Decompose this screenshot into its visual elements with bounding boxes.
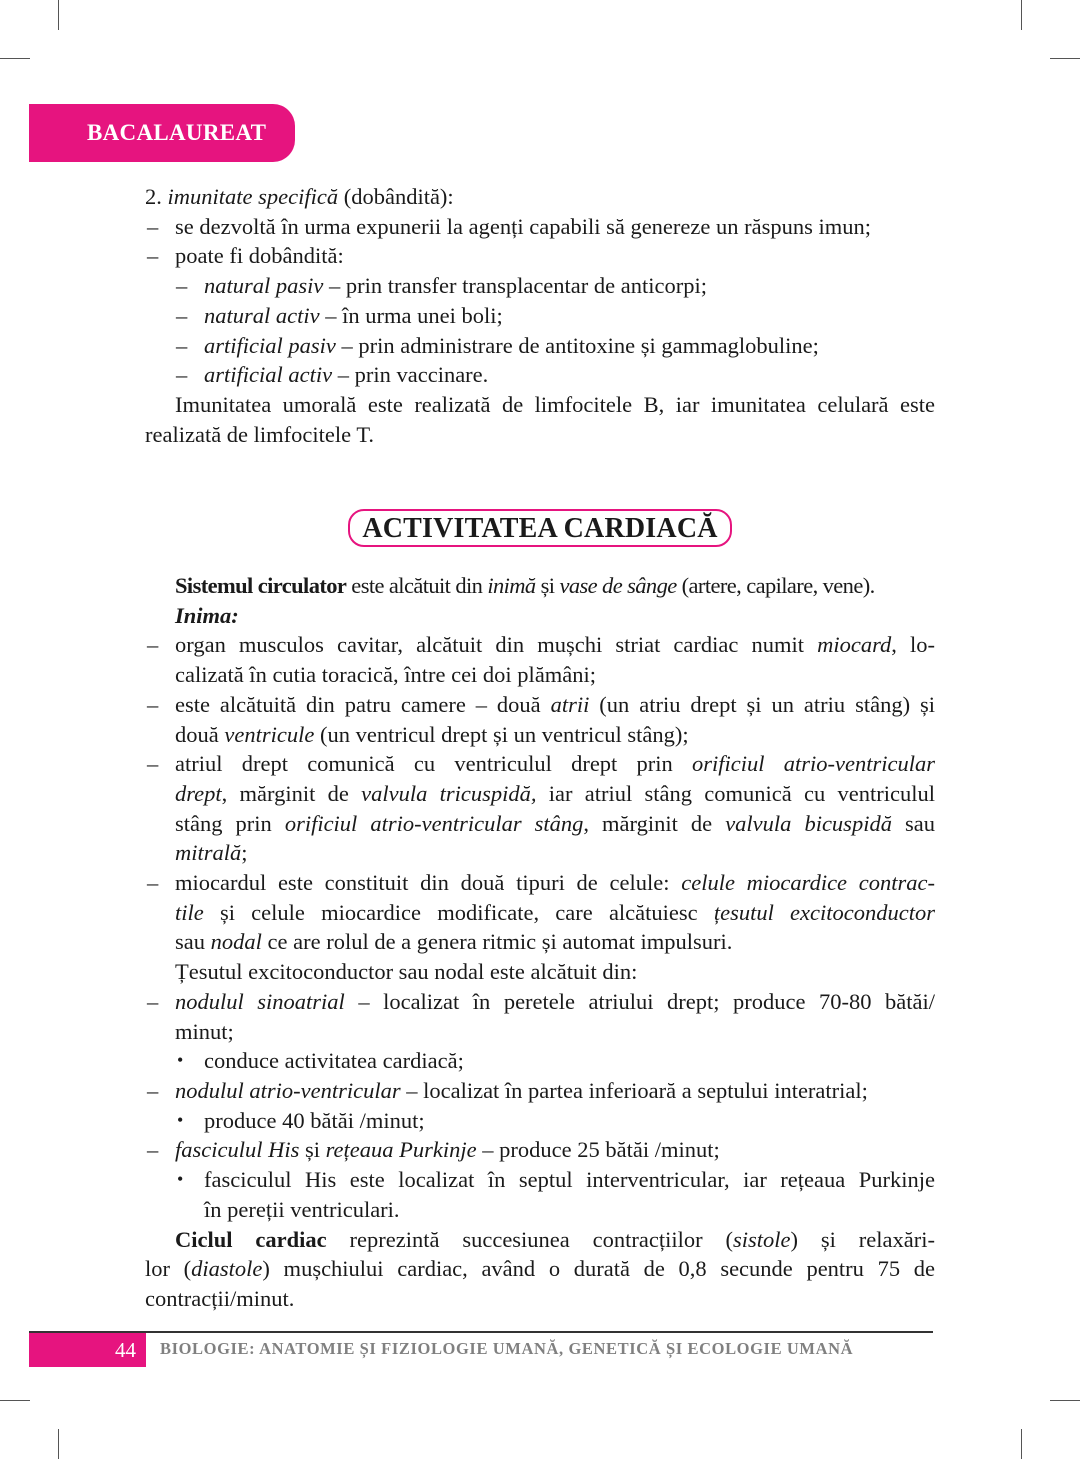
- text: (artere, capilare, vene).: [676, 573, 875, 599]
- text: minut;: [175, 1018, 234, 1044]
- text: este alcătuită din patru camere – două: [175, 691, 551, 717]
- paragraph-line: [145, 390, 935, 420]
- crop-mark: [1050, 1400, 1080, 1401]
- dash-marker: –: [147, 870, 159, 896]
- book-title: BIOLOGIE: ANATOMIE ȘI FIZIOLOGIE UMANĂ, GENETICĂ ȘI ECOLOGIE UMANĂ: [160, 1339, 854, 1358]
- bullet-marker: •: [177, 1109, 184, 1130]
- term: atrii: [550, 691, 590, 717]
- term: imunitate specifică: [167, 184, 339, 209]
- list-item-cont: [145, 720, 935, 750]
- list-item-cont: [145, 1017, 935, 1047]
- list-item: [145, 1076, 935, 1106]
- term: ventricule: [224, 721, 315, 747]
- paragraph-line: [145, 571, 935, 601]
- term: artificial pasiv: [204, 332, 336, 358]
- text: este alcătuit din: [346, 573, 488, 599]
- text: în pereții ventriculari.: [204, 1196, 400, 1222]
- page-number-box: [29, 1333, 146, 1367]
- list-item-cont: [145, 927, 935, 957]
- text: organ musculos cavitar, alcătuit din mușchi striat cardiac numit: [175, 632, 818, 658]
- text: – localizat în partea inferioară a septului interatrial;: [400, 1077, 868, 1103]
- text: stâng prin: [175, 810, 285, 836]
- text: ) mușchiului cardiac, având o durată de 0,8 secunde pentru 75 de: [262, 1256, 935, 1282]
- chapter-header-label: BACALAUREAT: [87, 120, 267, 145]
- bullet-item: [145, 1165, 935, 1195]
- text: produce 40 bătăi /minut;: [204, 1107, 425, 1133]
- text: poate fi dobândită:: [175, 243, 344, 269]
- section-title: ACTIVITATEA CARDIACĂ: [348, 509, 731, 547]
- crop-mark: [1050, 58, 1080, 59]
- text: fasciculul His este localizat în septul interventricular, iar rețeaua Purkinje: [204, 1167, 935, 1193]
- term: artificial activ: [204, 362, 333, 388]
- text: ;: [241, 840, 248, 866]
- text: – în urma unei boli;: [319, 302, 503, 328]
- text: – prin administrare de antitoxine și gammaglobuline;: [335, 332, 819, 358]
- dash-marker: –: [147, 1077, 159, 1103]
- paragraph-line: [145, 1225, 935, 1255]
- bullet-item: [145, 1106, 935, 1136]
- page-number: 44: [115, 1337, 136, 1362]
- text: contracții/minut.: [145, 1285, 295, 1311]
- item-number: 2.: [145, 184, 162, 209]
- sub-list-item: [145, 301, 935, 331]
- list-item-cont: [145, 838, 935, 868]
- text: conduce activitatea cardiacă;: [204, 1048, 464, 1074]
- heart-heading: Inima:: [175, 602, 239, 628]
- term: tile: [175, 899, 204, 925]
- dash-marker: –: [147, 751, 159, 777]
- text: (un ventricul drept și un ventricul stâng);: [314, 721, 689, 747]
- term: miocard: [817, 632, 892, 658]
- text: sau: [175, 929, 211, 955]
- text: se dezvoltă în urma expunerii la agenți capabili să genereze un răspuns imun;: [175, 213, 871, 239]
- term: natural pasiv: [204, 273, 324, 299]
- dash-marker: –: [176, 302, 188, 328]
- text: sau: [891, 810, 935, 836]
- text: ) și relaxări-: [790, 1226, 935, 1252]
- term: orificiul atrio-ventricular: [692, 751, 935, 777]
- list-item: [145, 630, 935, 660]
- term: inimă: [487, 573, 536, 599]
- term: diastole: [191, 1256, 263, 1282]
- term: valvula tricuspidă,: [361, 780, 537, 806]
- term: celule miocardice contrac-: [681, 870, 935, 896]
- term: drept: [175, 780, 222, 806]
- sub-list-item: [145, 271, 935, 301]
- term: fasciculul His: [175, 1137, 300, 1163]
- dash-marker: –: [147, 1137, 159, 1163]
- term: nodulul sinoatrial: [175, 988, 345, 1014]
- bold-term: Sistemul circulator: [175, 573, 347, 599]
- list-item: [145, 749, 935, 779]
- text: reprezintă succesiunea contracțiilor (: [326, 1226, 734, 1252]
- text: atriul drept comunică cu ventriculul drept prin: [175, 751, 693, 777]
- term: țesutul excitoconductor: [713, 899, 935, 925]
- term: natural activ: [204, 302, 320, 328]
- list-item-cont: [145, 779, 935, 809]
- list-item-cont: [145, 898, 935, 928]
- text: ce are rolul de a genera ritmic și automat impulsuri.: [261, 929, 733, 955]
- list-item: [145, 690, 935, 720]
- bullet-marker: •: [177, 1169, 184, 1190]
- text: și: [299, 1137, 326, 1163]
- text: lor (: [145, 1256, 192, 1282]
- term: mitrală: [175, 840, 242, 866]
- list-item-cont: [145, 660, 935, 690]
- paragraph-line: [145, 957, 935, 987]
- text: – localizat în peretele atriului drept; produce 70-80 bătăi/: [344, 988, 935, 1014]
- sub-list-item: [145, 360, 935, 390]
- crop-mark: [58, 1429, 59, 1459]
- term: rețeaua Purkinje: [325, 1137, 477, 1163]
- text: (dobândită):: [338, 184, 454, 209]
- dash-marker: –: [147, 243, 159, 269]
- text: miocardul este constituit din două tipuri de celule:: [175, 870, 682, 896]
- footer-rule: [29, 1331, 933, 1333]
- list-item: [145, 1135, 935, 1165]
- list-item-cont: [145, 809, 935, 839]
- term: nodulul atrio-ventricular: [175, 1077, 401, 1103]
- bullet-item-cont: [145, 1195, 935, 1225]
- text: – prin vaccinare.: [332, 362, 489, 388]
- crop-mark: [1021, 0, 1022, 30]
- text: și celule miocardice modificate, care alcătuiesc: [203, 899, 714, 925]
- sub-list-item: [145, 331, 935, 361]
- list-item: [145, 868, 935, 898]
- paragraph-line: [145, 1254, 935, 1284]
- crop-mark: [58, 0, 59, 30]
- text: și: [535, 573, 560, 599]
- text: realizată de limfocitele T.: [145, 421, 375, 447]
- term: sistole: [733, 1226, 791, 1252]
- bullet-item: [145, 1046, 935, 1076]
- list-item: [145, 182, 935, 212]
- bold-term: Ciclul cardiac: [175, 1226, 327, 1252]
- text: calizată în cutia toracică, între cei doi plămâni;: [175, 662, 597, 688]
- subheading: [145, 601, 935, 631]
- chapter-header-tab: [29, 104, 295, 162]
- dash-marker: –: [147, 988, 159, 1014]
- crop-mark: [0, 1400, 30, 1401]
- text: , mărginit de: [583, 810, 726, 836]
- list-item: [145, 212, 935, 242]
- dash-marker: –: [176, 273, 188, 299]
- text: două: [175, 721, 225, 747]
- dash-marker: –: [176, 332, 188, 358]
- paragraph-line: [145, 420, 935, 450]
- dash-marker: –: [176, 362, 188, 388]
- text: – produce 25 bătăi /minut;: [476, 1137, 720, 1163]
- term: valvula bicuspidă: [725, 810, 892, 836]
- page-body: [145, 182, 935, 1314]
- list-item: [145, 241, 935, 271]
- text: , mărginit de: [221, 780, 362, 806]
- dash-marker: –: [147, 213, 159, 239]
- text: – prin transfer transplacentar de anticorpi;: [323, 273, 707, 299]
- dash-marker: –: [147, 632, 159, 658]
- text: Imunitatea umorală este realizată de limfocitele B, iar imunitatea celulară este: [175, 391, 935, 417]
- text: (un atriu drept și un atriu stâng) și: [589, 691, 935, 717]
- crop-mark: [0, 58, 30, 59]
- text: iar atriul stâng comunică cu ventriculul: [536, 780, 935, 806]
- term: orificiul atrio-ventricular stâng: [284, 810, 584, 836]
- text: , lo-: [891, 632, 935, 658]
- section-title-wrap: [145, 509, 935, 547]
- dash-marker: –: [147, 691, 159, 717]
- text: Țesutul excitoconductor sau nodal este alcătuit din:: [175, 959, 638, 985]
- bullet-marker: •: [177, 1050, 184, 1071]
- term: vase de sânge: [559, 573, 677, 599]
- crop-mark: [1021, 1429, 1022, 1459]
- paragraph-line: [145, 1284, 935, 1314]
- term: nodal: [210, 929, 262, 955]
- list-item: [145, 987, 935, 1017]
